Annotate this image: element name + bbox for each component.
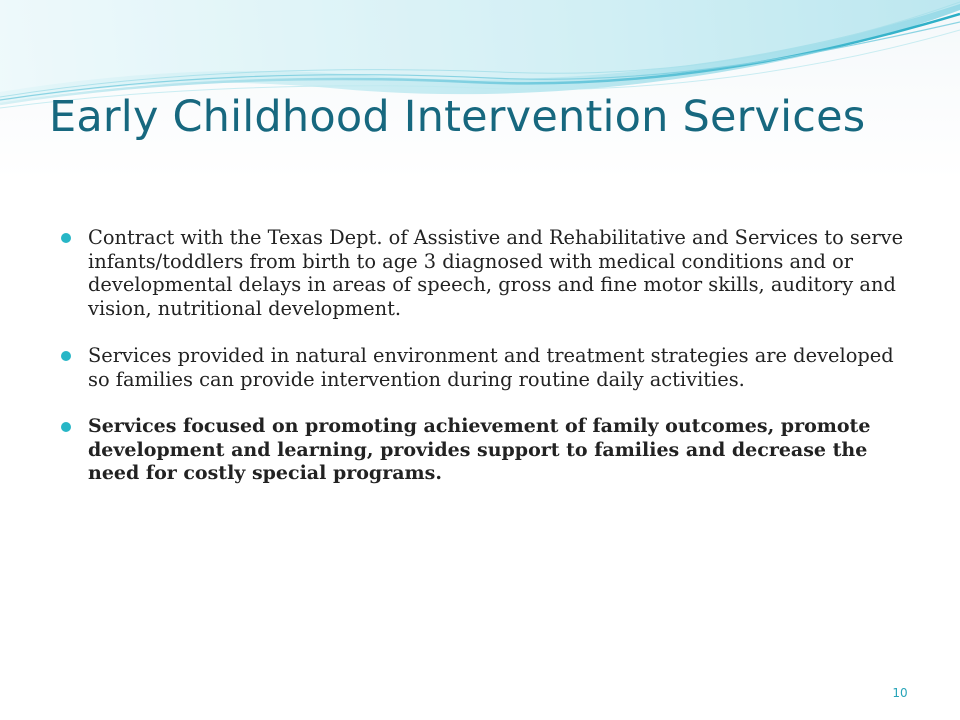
bullet-marker-icon: [61, 422, 71, 432]
bullet-marker-icon: [61, 233, 71, 243]
bullet-list: [60, 226, 910, 510]
bullet-text: Services provided in natural environment and treatment strategies are developed so families can provide intervention during routine daily activities.: [88, 344, 894, 391]
bullet-text: Contract with the Texas Dept. of Assistive and Rehabilitative and Services to serve infants/toddlers from birth to age 3 diagnosed with medical conditions and or developmental delays in areas of speech, gross and fine motor skills, auditory and vision, nutritional development.: [88, 226, 904, 320]
bullet-text: Services focused on promoting achievement of family outcomes, promote development and learning, provides support to families and decrease the need for costly special programs.: [88, 415, 871, 484]
bullet-marker-icon: [61, 351, 71, 361]
bullet-item: [60, 344, 910, 391]
slide-title: Early Childhood Intervention Services: [49, 92, 866, 142]
bullet-item: [60, 226, 910, 320]
slide-number: 10: [892, 686, 908, 700]
bullet-item-emphasized: [60, 415, 910, 486]
